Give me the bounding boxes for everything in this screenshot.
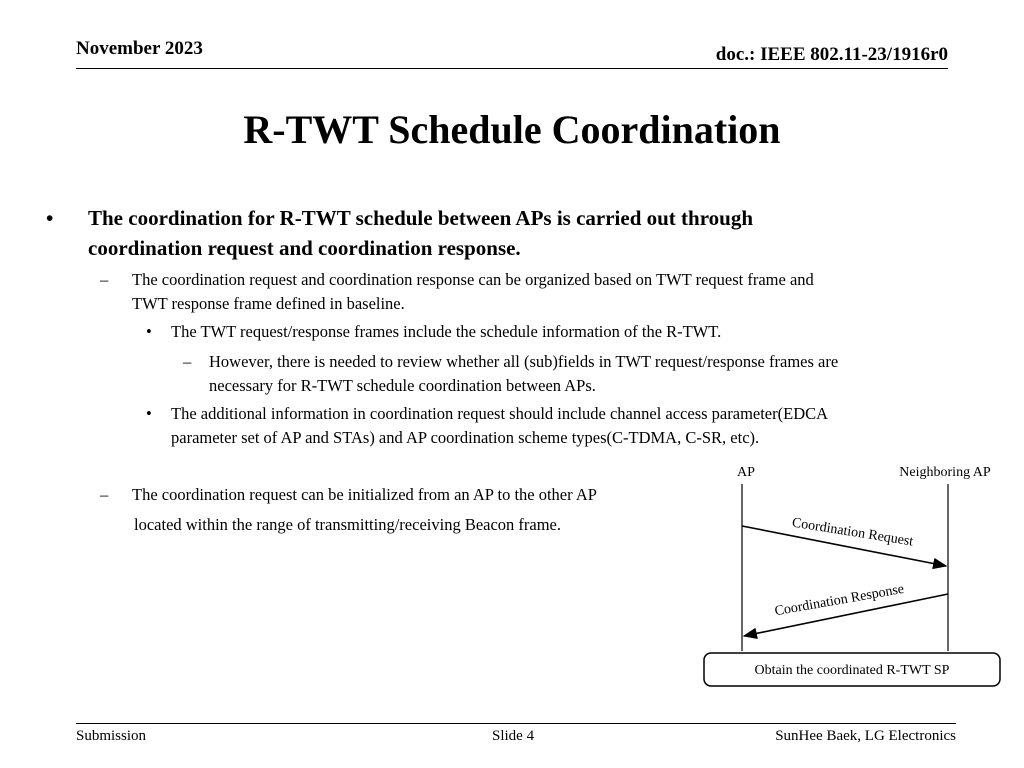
response-label: Coordination Response bbox=[773, 581, 906, 620]
bullet-l3a-mark: • bbox=[146, 322, 152, 341]
slide-title: R-TWT Schedule Coordination bbox=[243, 107, 781, 152]
bullet-l2b-line2: located within the range of transmitting/receiving Beacon frame. bbox=[134, 515, 562, 534]
bullet-l3b-line2: parameter set of AP and STAs) and AP coordination scheme types(C-TDMA, C-SR, etc). bbox=[171, 428, 760, 447]
neighbor-ap-label: Neighboring AP bbox=[899, 465, 991, 480]
footer-author: SunHee Baek, LG Electronics bbox=[775, 728, 956, 744]
coordination-sequence-diagram bbox=[690, 456, 1010, 696]
bullet-l1-line1: The coordination for R-TWT schedule between APs is carried out through bbox=[88, 206, 754, 230]
bullet-l2-mark: – bbox=[100, 270, 109, 289]
bullet-l4-line1: However, there is needed to review whether all (sub)fields in TWT request/response frames are bbox=[209, 352, 839, 371]
header-doc-id: doc.: IEEE 802.11-23/1916r0 bbox=[715, 44, 948, 65]
ap-label: AP bbox=[737, 465, 755, 480]
header-divider bbox=[76, 68, 948, 69]
bullet-l2-line1: The coordination request and coordination response can be organized based on TWT request frame and bbox=[132, 270, 814, 289]
footer-divider bbox=[76, 723, 956, 724]
bullet-l1-line2: coordination request and coordination response. bbox=[88, 236, 521, 260]
bullet-l4-line2: necessary for R-TWT schedule coordination between APs. bbox=[209, 376, 596, 395]
bullet-l2b-line1: The coordination request can be initialized from an AP to the other AP bbox=[132, 485, 597, 504]
footer-submission: Submission bbox=[76, 728, 147, 744]
bullet-l1-mark: • bbox=[46, 206, 54, 230]
footer-slide-number: Slide 4 bbox=[492, 728, 535, 744]
bullet-l2b-mark: – bbox=[100, 485, 109, 504]
bullet-l3b-mark: • bbox=[146, 404, 152, 423]
result-label: Obtain the coordinated R-TWT SP bbox=[754, 663, 950, 678]
bullet-l2-line2: TWT response frame defined in baseline. bbox=[132, 294, 405, 313]
request-label: Coordination Request bbox=[790, 515, 915, 550]
bullet-l4-mark: – bbox=[183, 352, 192, 371]
bullet-l3a-text: The TWT request/response frames include the schedule information of the R-TWT. bbox=[171, 322, 722, 341]
header-date: November 2023 bbox=[76, 38, 203, 59]
bullet-l3b-line1: The additional information in coordination request should include channel access parameter(EDCA bbox=[171, 404, 829, 423]
